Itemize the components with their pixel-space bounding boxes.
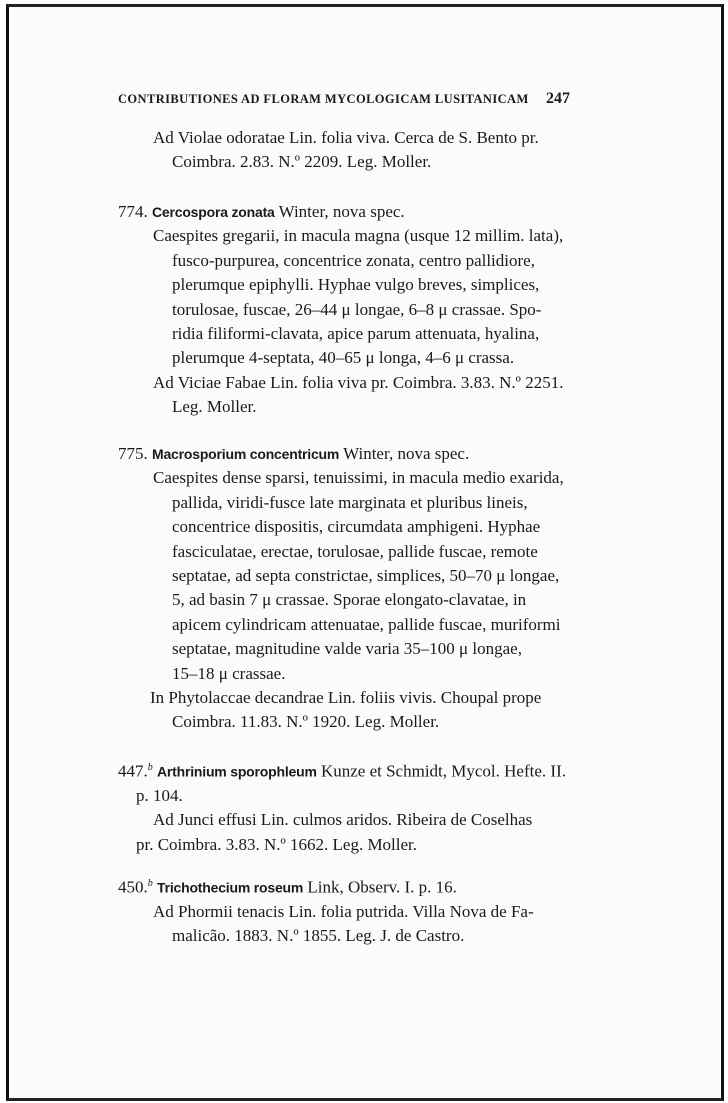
species-name: Trichothecium roseum [157,879,304,896]
entry-line: ridia filiformi-clavata, apice parum attenuata, hyalina, [172,324,540,344]
entry-line: Ad Violae odoratae Lin. folia viva. Cerca de S. Bento pr. [153,128,539,147]
entry-heading [118,756,574,784]
entry-number: 775. [118,444,148,463]
entry-line: p. 104. [136,786,183,806]
entry-774 [118,200,574,420]
page-number: 247 [546,90,570,107]
entry-number: 450.$^b$ [118,877,153,897]
entry-number: 774. [118,202,148,221]
entry-line: septatae, ad septa constrictae, simplices, 50–70 μ longae, [172,566,560,586]
entry-line: concentrice dispositis, circumdata amphigeni. Hyphae [172,517,541,537]
entry-line: malicão. 1883. N.º 1855. Leg. J. de Castro. [172,926,465,946]
species-name: Arthrinium sporophleum [157,763,317,780]
entry-line: pallida, viridi-fusce late marginata et pluribus lineis, [172,492,528,512]
authority: Kunze et Schmidt, Mycol. Hefte. II. [320,761,566,781]
entry-line: torulosae, fuscae, 26–44 μ longae, 6–8 μ crassae. Spo- [172,299,542,319]
entry-line: Coimbra. 11.83. N.º 1920. Leg. Moller. [172,712,440,732]
running-title: CONTRIBUTIONES AD FLORAM MYCOLOGICAM LUSITANICAM [118,92,529,106]
entry-suffix: b [147,878,153,889]
entry-line: Ad Phormii tenacis Lin. folia putrida. Villa Nova de Fa- [153,902,534,922]
entry-line: Caespites dense sparsi, tenuissimi, in macula medio exarida, [153,468,564,488]
entry-line: fusco-purpurea, concentrice zonata, centro pallidiore, [172,250,535,270]
authority: Winter, nova spec. [278,202,405,221]
authority: Link, Observ. I. p. 16. [307,877,457,897]
entry-heading [118,872,574,900]
entry-line: Ad Viciae Fabae Lin. folia viva pr. Coimbra. 3.83. N.º 2251. [153,372,564,392]
entry-line: 15–18 μ crassae. [172,663,286,683]
entry-line: Ad Junci effusi Lin. culmos aridos. Ribeira de Coselhas [153,810,533,830]
entry-line: Caespites gregarii, in macula magna (usque 12 millim. lata), [153,226,564,246]
entry-450b [118,872,574,949]
entry-heading [118,442,574,466]
entry-number: 447.$^b$ [118,761,153,781]
entry-line: plerumque epiphylli. Hyphae vulgo breves, simplices, [172,275,540,295]
species-name: Cercospora zonata [152,204,275,220]
entry-line: 5, ad basin 7 μ crassae. Sporae elongato-clavatae, in [172,590,527,610]
entry-775 [118,442,574,735]
running-header [118,90,570,108]
entry-line: pr. Coimbra. 3.83. N.º 1662. Leg. Moller. [136,834,418,854]
species-name: Macrosporium concentricum [152,446,340,462]
entry-line: septatae, magnitudine valde varia 35–100 μ longae, [172,639,522,659]
entry-violae [118,126,574,175]
entry-line: Leg. Moller. [172,397,257,417]
entry-447b [118,756,574,857]
entry-line: Coimbra. 2.83. N.º 2209. Leg. Moller. [172,152,432,172]
entry-heading [118,200,574,224]
entry-line: plerumque 4-septata, 40–65 μ longa, 4–6 μ crassa. [172,348,515,368]
entry-line: In Phytolaccae decandrae Lin. foliis vivis. Choupal prope [150,688,542,708]
entry-suffix: b [147,762,153,773]
entry-line: apicem cylindricam attenuatae, pallide fuscae, muriformi [172,614,561,634]
authority: Winter, nova spec. [343,444,470,463]
entry-line: fasciculatae, erectae, torulosae, pallide fuscae, remote [172,541,538,561]
